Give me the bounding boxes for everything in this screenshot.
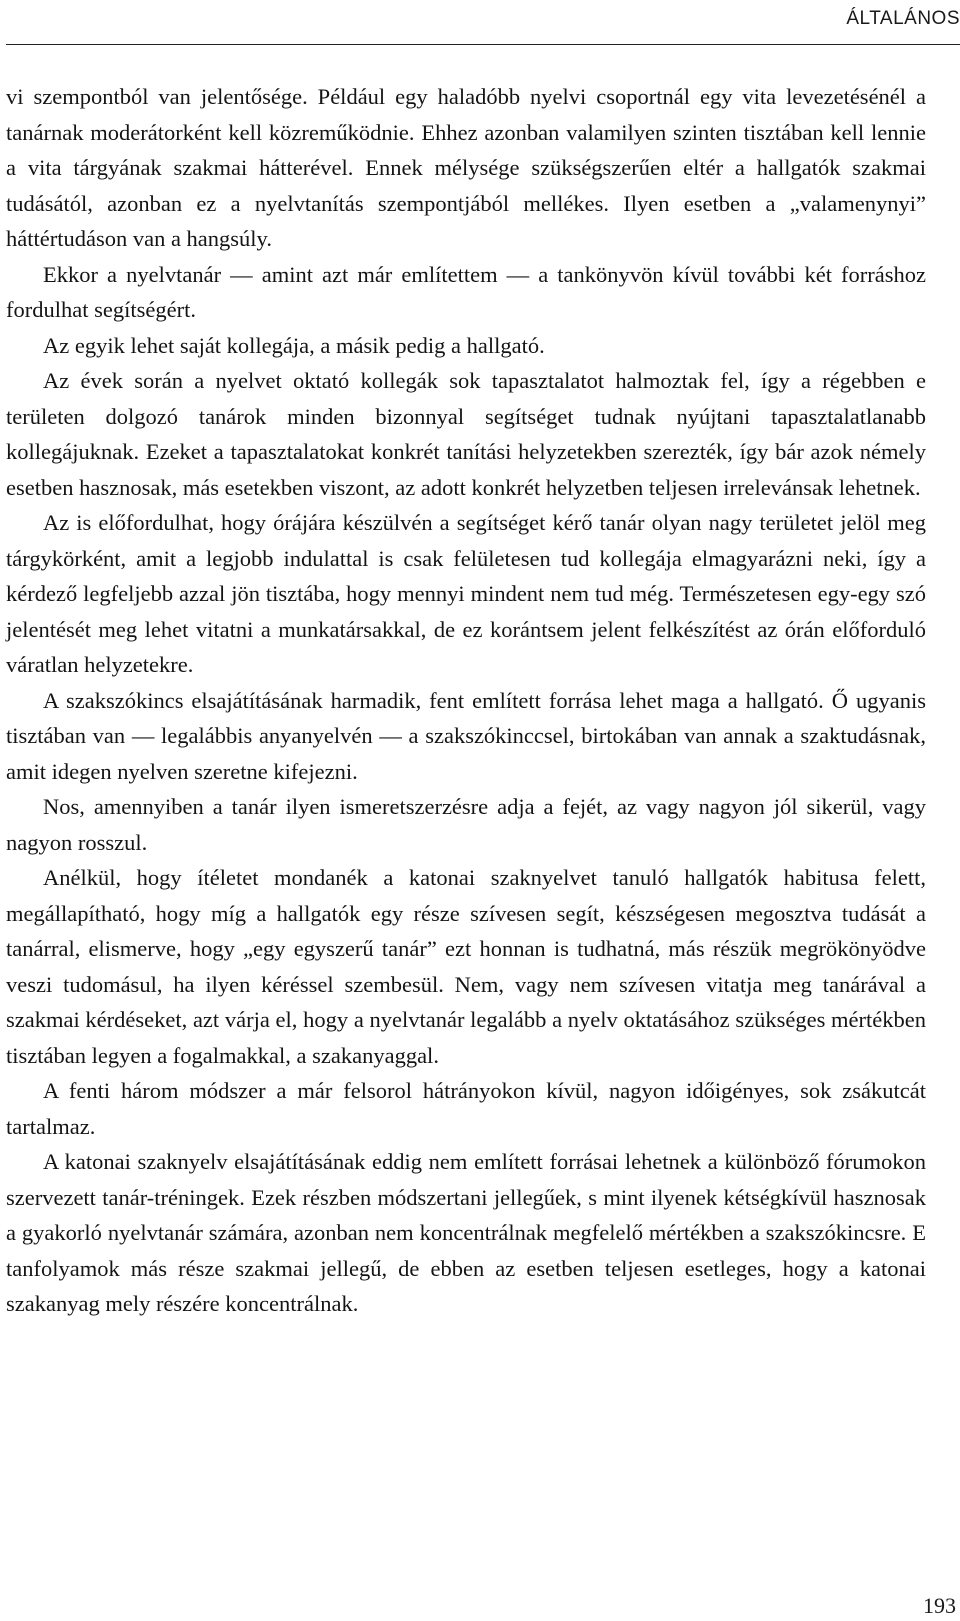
paragraph-3: Az egyik lehet saját kollegája, a másik pedig a hallgató. xyxy=(43,332,545,358)
running-head-title: ÁLTALÁNOS xyxy=(846,8,960,29)
paragraph-7: Nos, amennyiben a tanár ilyen ismeretszerzésre adja a fejét, az vagy nagyon jól sikerül, vagy nagyon rosszul. xyxy=(6,794,926,855)
paragraph-9: A fenti három módszer a már felsorol hátrányokon kívül, nagyon időigényes, sok zsákutcát tartalmaz. xyxy=(6,1078,926,1139)
paragraph-1: vi szempontból van jelentősége. Például egy haladóbb nyelvi csoportnál egy vita levezetésénél a tanárnak moderátorként kell közreműködnie. Ehhez azonban valamilyen szinten tisztában kell lennie a vita tárgyának szakmai hátterével. Ennek mélysége szükségszerűen eltér a hallgatók szakmai tudásától, azonban ez a nyelvtanítás szempontjából mellékes. Ilyen esetben a „valamenynyi” háttértudáson van a hangsúly. xyxy=(6,84,926,251)
paragraph-4: Az évek során a nyelvet oktató kollegák sok tapasztalatot halmoztak fel, így a régebben e területen dolgozó tanárok minden bizonnyal segítséget tudnak nyújtani tapasztalatlanabb kollegájuknak. Ezeket a tapasztalatokat konkrét tanítási helyzetekben szerezték, így bár azok némely esetben hasznosak, más esetekben viszont, az adott konkrét helyzetben teljesen irrelevánsak lehetnek. xyxy=(6,368,926,500)
page-body xyxy=(6,79,926,1322)
paragraph-10: A katonai szaknyelv elsajátításának eddig nem említett forrásai lehetnek a különböző fórumokon szervezett tanár-tréningek. Ezek részben módszertani jellegűek, s mint ilyenek kétségkívül hasznosak a gyakorló nyelvtanár számára, azonban nem koncentrálnak megfelelő mértékben a szakszókincsre. E tanfolyamok más része szakmai jellegű, de ebben az esetben teljesen esetleges, hogy a katonai szakanyag mely részére koncentrálnak. xyxy=(6,1149,926,1316)
page-number: 193 xyxy=(923,1593,956,1618)
paragraph-6: A szakszókincs elsajátításának harmadik, fent említett forrása lehet maga a hallgató. Ő ugyanis tisztában van — legalábbis anyanyelvén — a szakszókinccsel, birtokában van annak a szaktudásnak, amit idegen nyelven szeretne kifejezni. xyxy=(6,687,926,784)
paragraph-5: Az is előfordulhat, hogy órájára készülvén a segítséget kérő tanár olyan nagy területet jelöl meg tárgykörként, amit a legjobb indulattal is csak felületesen tud kollegája elmagyarázni neki, így a kérdező legfeljebb azzal jön tisztába, hogy mennyi mindent nem tud még. Természetesen egy-egy szó jelentését meg lehet vitatni a munkatársakkal, de ez korántsem jelent felkészítést az órán előforduló váratlan helyzetekre. xyxy=(6,510,926,677)
paragraph-8: Anélkül, hogy ítéletet mondanék a katonai szaknyelvet tanuló hallgatók habitusa felett, megállapítható, hogy míg a hallgatók egy része szívesen segít, készségesen megosztva tudását a tanárral, elismerve, hogy „egy egyszerű tanár” ezt honnan is tudhatná, más részük megrökönyödve veszi tudomásul, ha ilyen kéréssel szembesül. Nem, vagy nem szívesen vitatja meg tanárával a szakmai kérdéseket, azt várja el, hogy a nyelvtanár legalább a nyelv oktatásához szükséges mértékben tisztában legyen a fogalmakkal, a szakanyaggal. xyxy=(6,865,926,1068)
paragraph-2: Ekkor a nyelvtanár — amint azt már említettem — a tankönyvön kívül további két forráshoz fordulhat segítségért. xyxy=(6,261,926,322)
header-divider xyxy=(6,44,960,45)
